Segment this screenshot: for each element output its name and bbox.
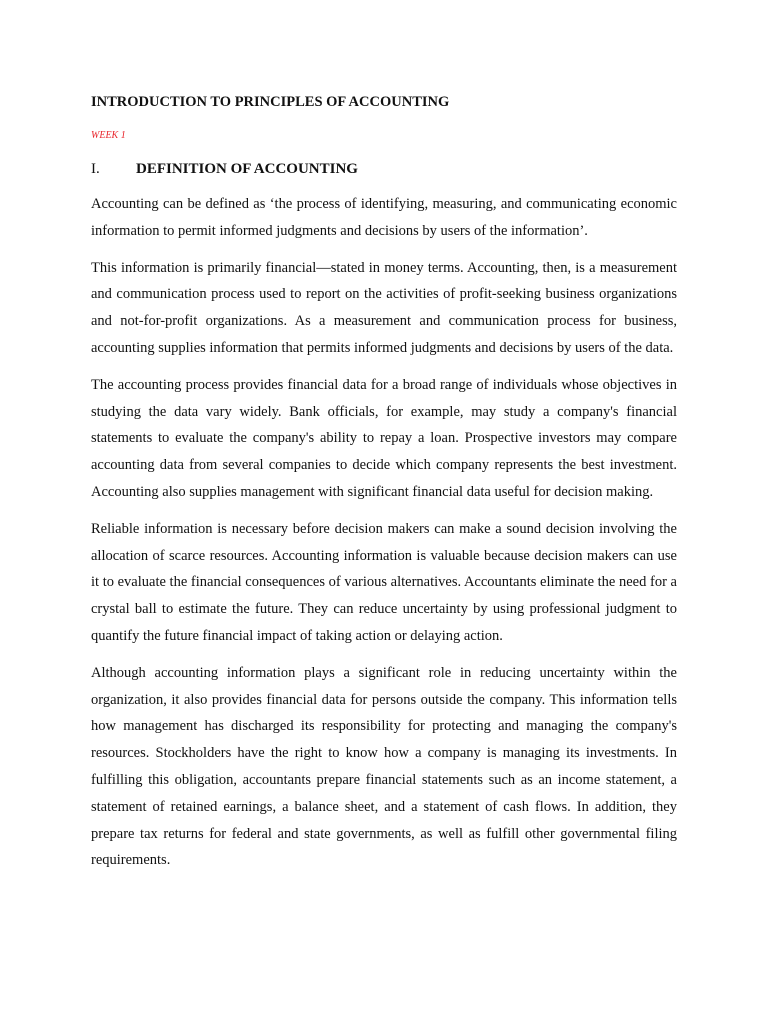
- paragraph: Although accounting information plays a significant role in reducing uncertainty within the organization, it also provides financial data for persons outside the company. This information tells how management has discharged its responsibility for protecting and managing the company's resources. Stockholders have the right to know how a company is managing its investments. In fulfilling this obligation, accountants prepare financial statements such as an income statement, a statement of retained earnings, a balance sheet, and a statement of cash flows. In addition, they prepare tax returns for federal and state governments, as well as fulfill other governmental filing requirements.: [91, 664, 677, 869]
- section-title: DEFINITION OF ACCOUNTING: [136, 161, 358, 177]
- section-number: I.: [91, 161, 100, 177]
- document-page: [91, 93, 677, 884]
- week-label: WEEK 1: [91, 130, 126, 141]
- paragraph: Reliable information is necessary before decision makers can make a sound decision involving the allocation of scarce resources. Accounting information is valuable because decision makers can use it to evaluate the financial consequences of various alternatives. Accountants eliminate the need for a crystal ball to estimate the future. They can reduce uncertainty by using professional judgment to quantify the future financial impact of taking action or delaying action.: [91, 520, 677, 644]
- paragraph: The accounting process provides financial data for a broad range of individuals whose objectives in studying the data vary widely. Bank officials, for example, may study a company's financial statements to evaluate the company's ability to repay a loan. Prospective investors may compare accounting data from several companies to decide which company represents the best investment. Accounting also supplies management with significant financial data useful for decision making.: [91, 376, 677, 500]
- paragraph: This information is primarily financial—stated in money terms. Accounting, then, is a measurement and communication process used to report on the activities of profit-seeking business organizations and not-for-profit organizations. As a measurement and communication process for business, accounting supplies information that permits informed judgments and decisions by users of the data.: [91, 259, 677, 356]
- section-heading: [91, 159, 677, 179]
- body-text: [91, 191, 677, 874]
- paragraph: Accounting can be defined as ‘the process of identifying, measuring, and communicating economic information to permit informed judgments and decisions by users of the information’.: [91, 196, 677, 239]
- document-title: INTRODUCTION TO PRINCIPLES OF ACCOUNTING: [91, 94, 450, 110]
